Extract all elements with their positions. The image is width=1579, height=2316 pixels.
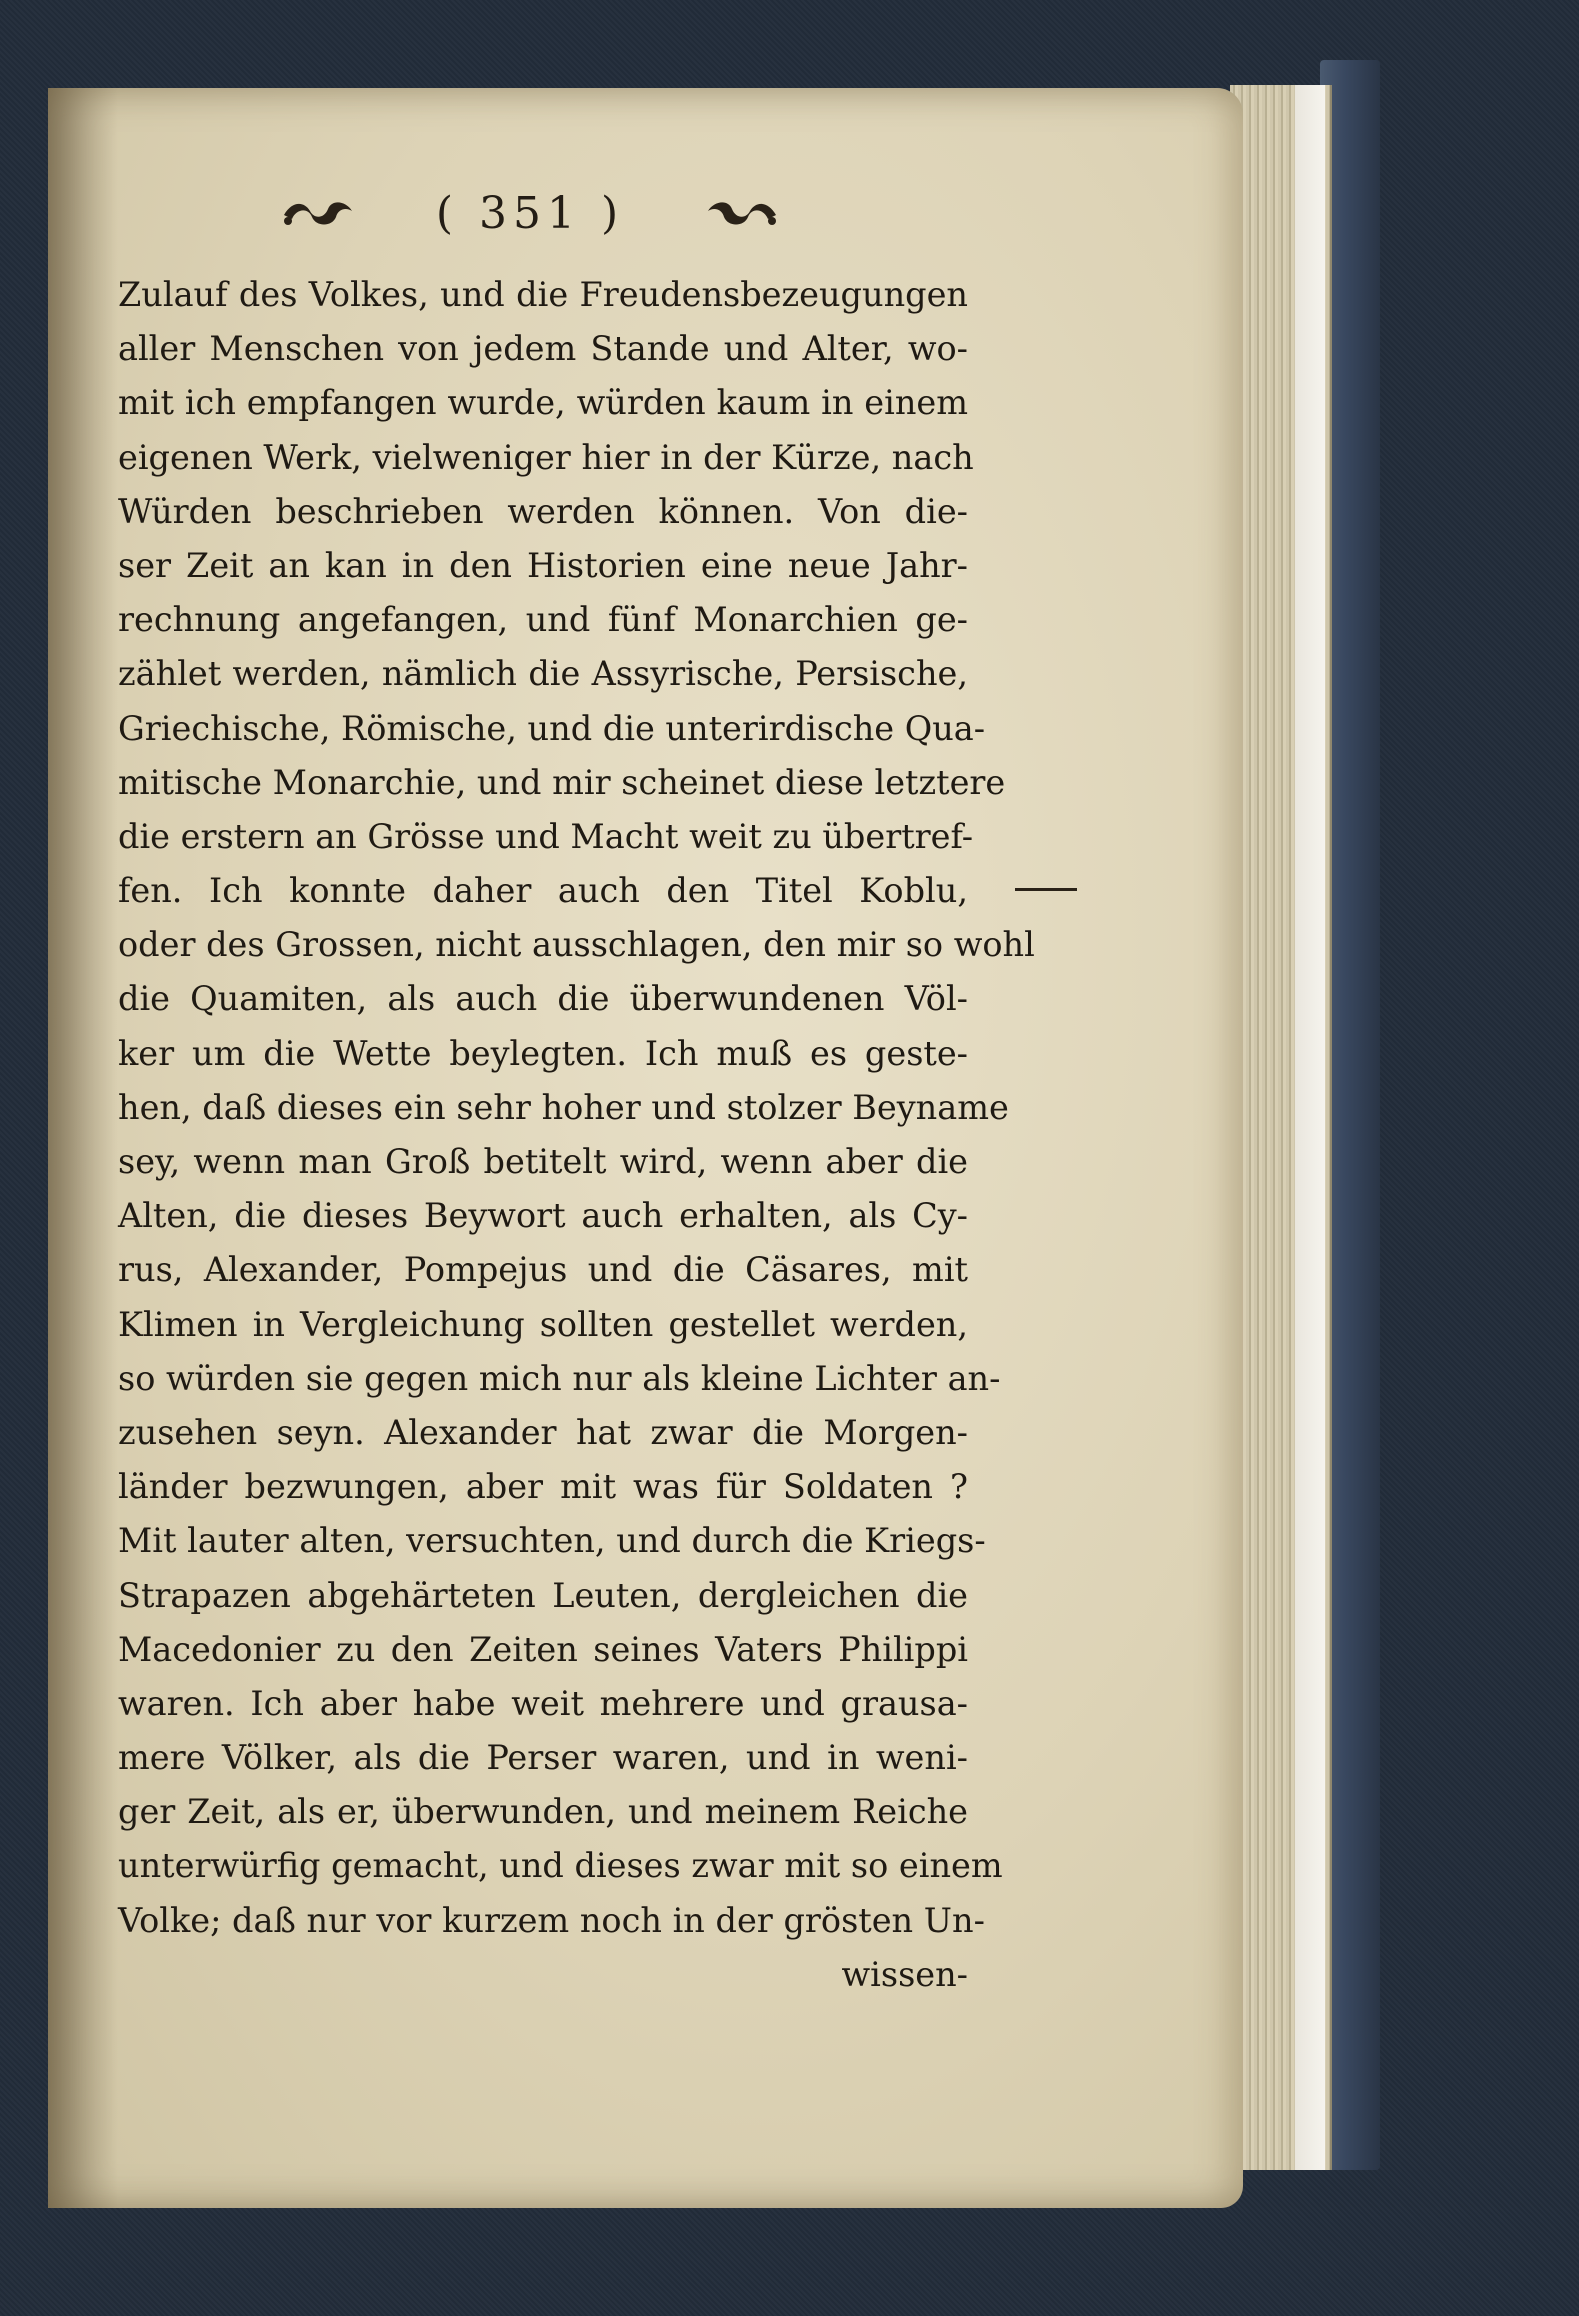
page-number: ( 351 ) [435, 187, 625, 239]
text-line: Klimen in Vergleichung sollten gestellet werden, [118, 1304, 968, 1344]
text-line: ser Zeit an kan in den Historien eine neue Jahr- [118, 545, 968, 585]
text-line: länder bezwungen, aber mit was für Soldaten ? [118, 1467, 968, 1507]
text-line: ker um die Wette beylegten. Ich muß es geste- [118, 1033, 968, 1073]
fleuron-right-icon [702, 193, 780, 233]
text-line: mit ich empfangen wurde, würden kaum in einem [118, 383, 968, 423]
text-line: die Quamiten, als auch die überwundenen Völ- [118, 979, 968, 1019]
catchword: wissen- [841, 1954, 968, 1994]
text-line: fen. Ich konnte daher auch den Titel Koblu, [118, 871, 968, 911]
running-head [280, 178, 780, 248]
text-line: zählet werden, nämlich die Assyrische, Persische, [118, 654, 968, 694]
text-line: Mit lauter alten, versuchten, und durch die Kriegs- [118, 1521, 986, 1561]
text-line: unterwürfig gemacht, und dieses zwar mit so einem [118, 1846, 1003, 1886]
text-line: ger Zeit, als er, überwunden, und meinem Reiche [118, 1792, 968, 1832]
text-line: eigenen Werk, vielweniger hier in der Kürze, nach [118, 437, 974, 477]
text-line: waren. Ich aber habe weit mehrere und grausa- [118, 1683, 968, 1723]
text-line: mere Völker, als die Perser waren, und in weni- [118, 1738, 968, 1778]
text-line: Zulauf des Volkes, und die Freudensbezeugungen [118, 275, 968, 314]
text-line: oder des Grossen, nicht ausschlagen, den mir so wohl [118, 925, 1035, 965]
text-line: Würden beschrieben werden können. Von die- [118, 491, 968, 531]
text-line: Griechische, Römische, und die unterirdische Qua- [118, 708, 986, 748]
page-edge-strip [1295, 85, 1325, 2170]
text-line: Volke; daß nur vor kurzem noch in der grösten Un- [118, 1900, 985, 1940]
text-line: so würden sie gegen mich nur als kleine Lichter an- [118, 1358, 1001, 1398]
text-line: rus, Alexander, Pompejus und die Cäsares, mit [118, 1250, 968, 1290]
margin-pencil-mark [1015, 888, 1077, 891]
text-line: aller Menschen von jedem Stande und Alter, wo- [118, 329, 968, 369]
text-line: Strapazen abgehärteten Leuten, dergleichen die [118, 1575, 968, 1615]
text-line: sey, wenn man Groß betitelt wird, wenn aber die [118, 1142, 968, 1181]
text-line: Macedonier zu den Zeiten seines Vaters Philippi [118, 1629, 968, 1669]
body-text [118, 268, 1035, 2002]
text-line: Alten, die dieses Beywort auch erhalten, als Cy- [118, 1196, 968, 1236]
text-line: hen, daß dieses ein sehr hoher und stolzer Beyname [118, 1087, 1009, 1127]
text-line: rechnung angefangen, und fünf Monarchien ge- [118, 600, 968, 640]
text-line: die erstern an Grösse und Macht weit zu übertref- [118, 816, 974, 856]
text-line: zusehen seyn. Alexander hat zwar die Morgen- [118, 1412, 968, 1452]
gutter-shadow [48, 88, 118, 2208]
fleuron-left-icon [280, 193, 358, 233]
text-line: mitische Monarchie, und mir scheinet diese letztere [118, 762, 1006, 802]
